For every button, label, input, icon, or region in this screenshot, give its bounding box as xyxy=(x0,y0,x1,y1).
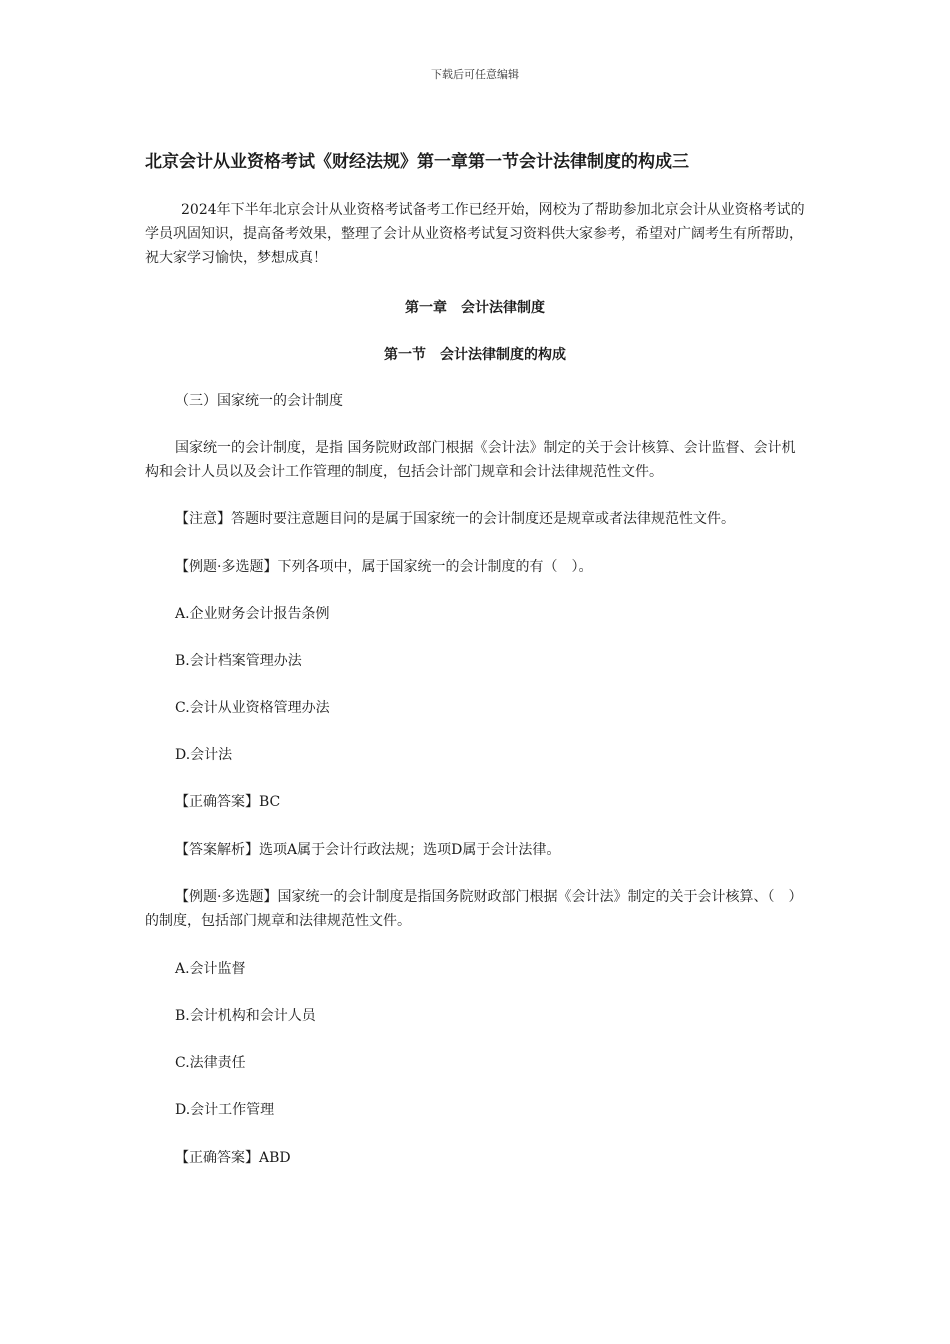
example1-option-c: C.会计从业资格管理办法 xyxy=(175,700,330,716)
example1-option-b: B.会计档案管理办法 xyxy=(175,653,302,669)
document-title: 北京会计从业资格考试《财经法规》第一章第一节会计法律制度的构成三 xyxy=(145,152,689,172)
header-note: 下载后可任意编辑 xyxy=(431,68,519,81)
example2-answer: 【正确答案】ABD xyxy=(175,1150,291,1166)
example2-question: 【例题·多选题】国家统一的会计制度是指国务院财政部门根据《会计法》制定的关于会计核算、（ ）的制度，包括部门规章和法律规范性文件。 xyxy=(145,889,803,929)
example2-option-b: B.会计机构和会计人员 xyxy=(175,1008,316,1024)
example1-question: 【例题·多选题】下列各项中，属于国家统一的会计制度的有（ ）。 xyxy=(175,559,593,575)
example2-option-d: D.会计工作管理 xyxy=(175,1102,275,1118)
definition-paragraph: 国家统一的会计制度，是指 国务院财政部门根据《会计法》制定的关于会计核算、会计监督、会计机构和会计人员以及会计工作管理的制度，包括会计部门规章和会计法律规范性文件。 xyxy=(145,440,796,480)
section-heading: 第一节 会计法律制度的构成 xyxy=(384,347,566,363)
chapter-heading: 第一章 会计法律制度 xyxy=(405,300,545,316)
example1-option-d: D.会计法 xyxy=(175,747,233,763)
intro-paragraph: 2024年下半年北京会计从业资格考试备考工作已经开始，网校为了帮助参加北京会计从业资格考试的学员巩固知识，提高备考效果，整理了会计从业资格考试复习资料供大家参考，希望对广阔考生有所帮助，祝大家学习愉快，梦想成真！ xyxy=(145,202,805,266)
example1-analysis: 【答案解析】选项A属于会计行政法规；选项D属于会计法律。 xyxy=(175,842,561,858)
example2-option-c: C.法律责任 xyxy=(175,1055,246,1071)
example1-answer: 【正确答案】BC xyxy=(175,794,281,810)
example2-option-a: A.会计监督 xyxy=(175,961,246,977)
note-paragraph: 【注意】答题时要注意题目问的是属于国家统一的会计制度还是规章或者法律规范性文件。 xyxy=(175,511,735,527)
example1-option-a: A.企业财务会计报告条例 xyxy=(175,606,330,622)
subsection-heading: （三）国家统一的会计制度 xyxy=(175,393,343,409)
